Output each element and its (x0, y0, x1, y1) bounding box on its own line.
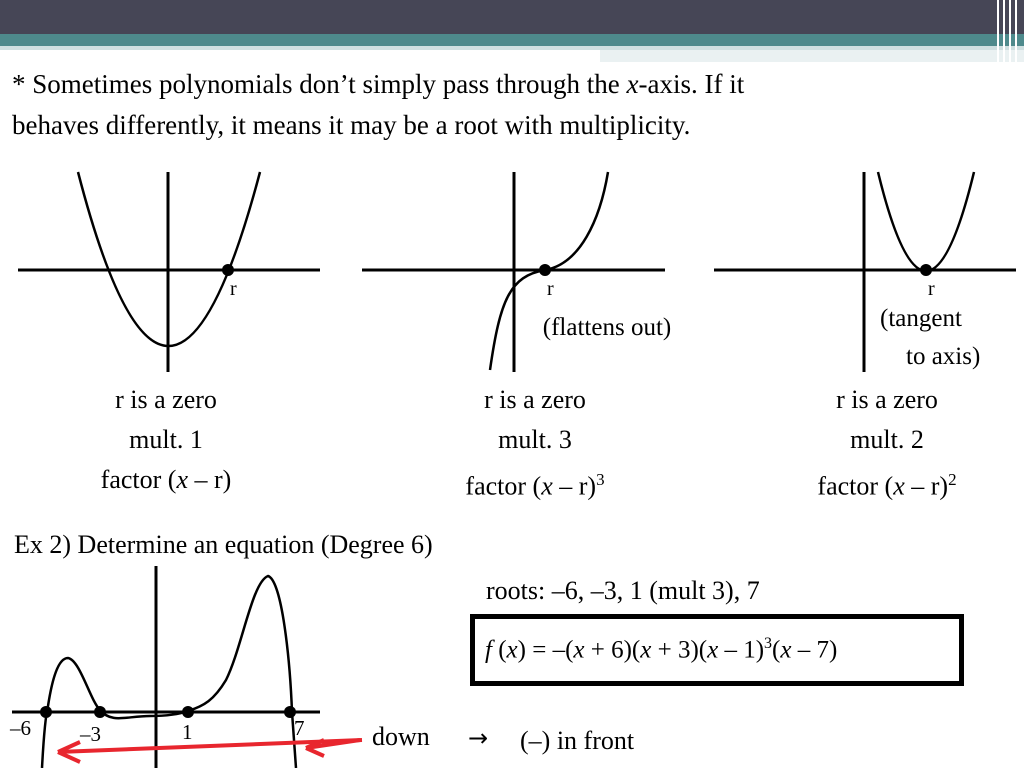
graph2-factor-prefix: factor ( (465, 471, 542, 501)
intro-line2: behaves differently, it means it may be a root with multiplicity. (12, 110, 691, 140)
formula-box (470, 614, 964, 686)
formula-f: f (485, 636, 492, 664)
graph2-note: (flattens out) (542, 314, 672, 341)
graph2-factor-var: x (541, 471, 553, 501)
graph1-root-label: r (230, 278, 237, 300)
formula-t6: – 7) (791, 636, 838, 664)
implies-arrow: → (468, 724, 489, 752)
graph3-root-label: r (928, 278, 935, 300)
roots-text: roots: –6, –3, 1 (mult 3), 7 (486, 576, 760, 605)
in-front-text: (–) in front (520, 726, 635, 755)
graph3-factor-suffix: – r) (904, 471, 949, 501)
graph1-desc-line2: mult. 1 (129, 425, 203, 454)
example-root-point-neg3 (94, 706, 106, 718)
intro-line1-var: x (626, 69, 639, 99)
graph2-root-label: r (547, 278, 554, 300)
graph1-desc-line1: r is a zero (115, 385, 217, 414)
formula-exponent: 3 (764, 635, 773, 652)
tick-label-neg6: –6 (10, 716, 31, 740)
graph3-factor-prefix: factor ( (817, 471, 894, 501)
graph2-factor-suffix: – r) (552, 471, 597, 501)
example-heading: Ex 2) Determine an equation (Degree 6) (14, 530, 433, 559)
formula-t3: + 3)( (651, 636, 708, 664)
graph3-note-line2: to axis) (906, 343, 981, 370)
intro-line1-start: * Sometimes polynomials don’t simply pass through the (12, 69, 627, 99)
formula-t5: ( (772, 636, 781, 664)
example-root-point-1 (182, 706, 194, 718)
down-arrow-right (306, 740, 360, 756)
formula-t2: + 6)( (584, 636, 641, 664)
intro-line1-end: -axis. If it (638, 69, 745, 99)
tick-label-1: 1 (182, 720, 193, 744)
formula-eq: ) = –( (517, 636, 574, 664)
graph1-factor-suffix: – r) (188, 465, 232, 494)
formula-open: ( (491, 636, 507, 664)
formula-x5: x (780, 636, 792, 664)
formula (485, 635, 837, 664)
example-root-point-neg6 (40, 706, 52, 718)
graph1-factor-prefix: factor ( (100, 465, 177, 494)
formula-x4: x (707, 636, 719, 664)
tick-label-7: 7 (294, 716, 305, 740)
down-label: down (372, 722, 430, 751)
graph1-factor-var: x (176, 465, 188, 494)
formula-x1: x (506, 636, 518, 664)
graph3-factor-exponent: 2 (948, 470, 957, 489)
graph2-factor-exponent: 3 (596, 470, 605, 489)
tick-label-neg3: –3 (80, 722, 101, 746)
graph2-desc-line1: r is a zero (484, 385, 586, 414)
formula-t4: – 1) (718, 636, 765, 664)
graph3-factor-var: x (893, 471, 905, 501)
graph3-desc-line2: mult. 2 (850, 425, 924, 454)
formula-x2: x (573, 636, 585, 664)
graph3-desc-line1: r is a zero (836, 385, 938, 414)
graph3-note-line1: (tangent (880, 305, 962, 332)
graph2-desc-line2: mult. 3 (498, 425, 572, 454)
formula-x3: x (640, 636, 652, 664)
